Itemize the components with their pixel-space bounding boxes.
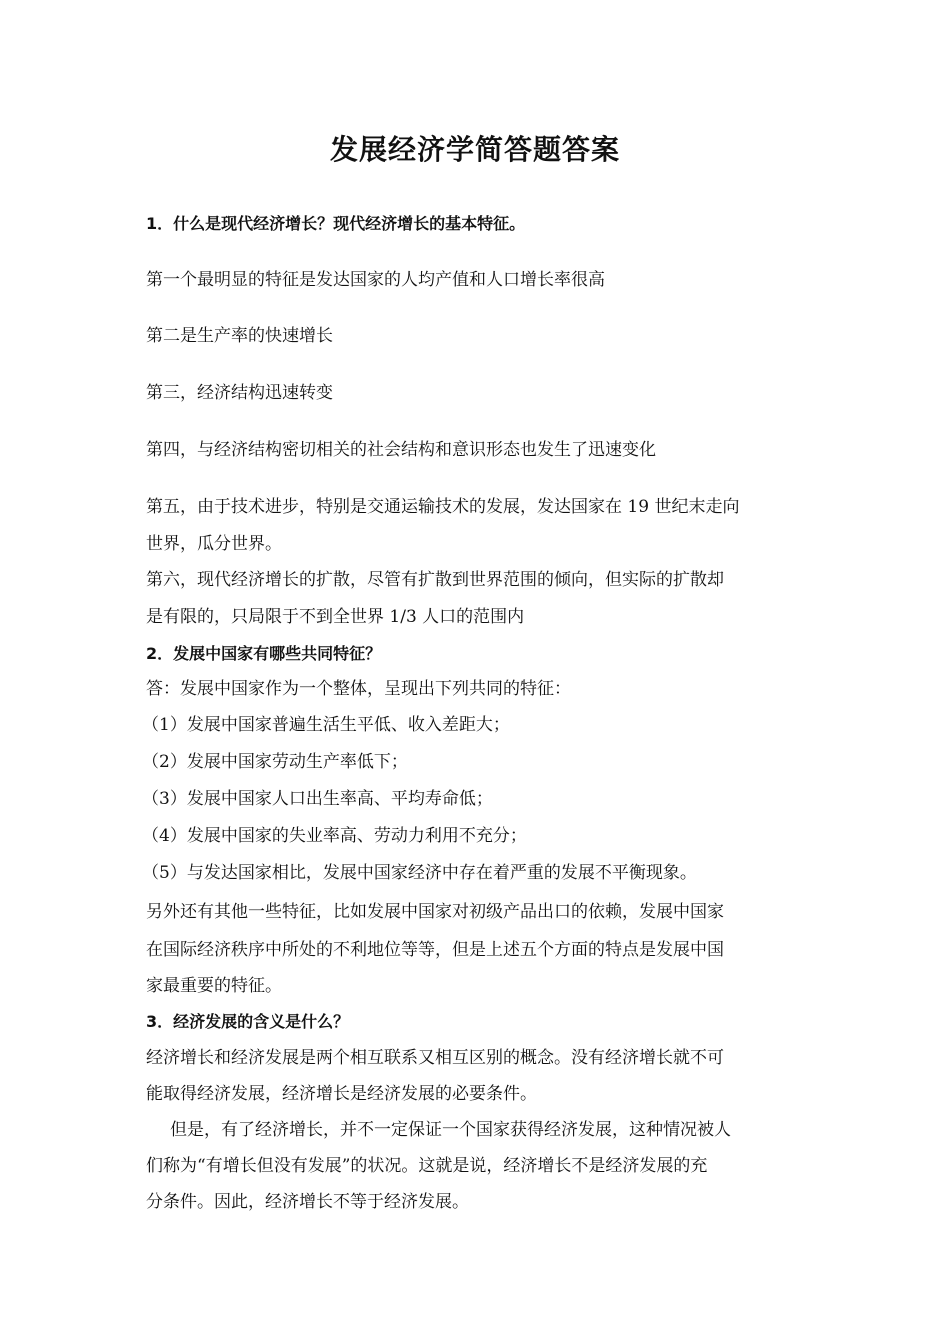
section1-paragraph-1: 第一个最明显的特征是发达国家的人均产值和人口增长率很高	[146, 270, 605, 290]
section2-list-item: （2）发展中国家劳动生产率低下；	[142, 752, 408, 772]
section1-paragraph-5-line-2: 世界，瓜分世界。	[146, 534, 282, 554]
section3-heading: 3．经济发展的含义是什么？	[146, 1012, 350, 1031]
section2-list-item: （5）与发达国家相比，发展中国家经济中存在着严重的发展不平衡现象。	[142, 863, 697, 883]
section2-extra-line-2: 在国际经济秩序中所处的不利地位等等，但是上述五个方面的特点是发展中国	[146, 940, 724, 960]
section2-extra-line-1: 另外还有其他一些特征，比如发展中国家对初级产品出口的依赖，发展中国家	[146, 902, 724, 922]
section1-paragraph-2: 第二是生产率的快速增长	[146, 326, 333, 346]
section1-paragraph-6-line-2: 是有限的，只局限于不到全世界 1/3 人口的范围内	[146, 607, 525, 627]
section2-heading: 2．发展中国家有哪些共同特征？	[146, 644, 382, 663]
section1-paragraph-5-line-1: 第五，由于技术进步，特别是交通运输技术的发展，发达国家在 19 世纪末走向	[146, 497, 740, 517]
section3-paragraph-1-line-1: 经济增长和经济发展是两个相互联系又相互区别的概念。没有经济增长就不可	[146, 1048, 724, 1068]
section3-paragraph-2-line-3: 分条件。因此，经济增长不等于经济发展。	[146, 1192, 469, 1212]
section1-paragraph-3: 第三，经济结构迅速转变	[146, 383, 333, 403]
section2-list-item: （1）发展中国家普遍生活生平低、收入差距大；	[142, 715, 510, 735]
section3-paragraph-2-line-1: 但是，有了经济增长，并不一定保证一个国家获得经济发展，这种情况被人	[170, 1120, 731, 1140]
section3-paragraph-2-line-2: 们称为“有增长但没有发展”的状况。这就是说，经济增长不是经济发展的充	[146, 1156, 708, 1176]
section2-extra-line-3: 家最重要的特征。	[146, 976, 282, 996]
section3-paragraph-1-line-2: 能取得经济发展，经济增长是经济发展的必要条件。	[146, 1084, 537, 1104]
section1-paragraph-4: 第四，与经济结构密切相关的社会结构和意识形态也发生了迅速变化	[146, 440, 656, 460]
section2-intro: 答：发展中国家作为一个整体，呈现出下列共同的特征：	[146, 679, 571, 699]
section2-list-item: （3）发展中国家人口出生率高、平均寿命低；	[142, 789, 493, 809]
document-title: 发展经济学简答题答案	[329, 133, 620, 166]
section1-heading: 1．什么是现代经济增长？现代经济增长的基本特征。	[146, 214, 526, 233]
section2-list-item: （4）发展中国家的失业率高、劳动力利用不充分；	[142, 826, 527, 846]
section1-paragraph-6-line-1: 第六，现代经济增长的扩散，尽管有扩散到世界范围的倾向，但实际的扩散却	[146, 570, 724, 590]
